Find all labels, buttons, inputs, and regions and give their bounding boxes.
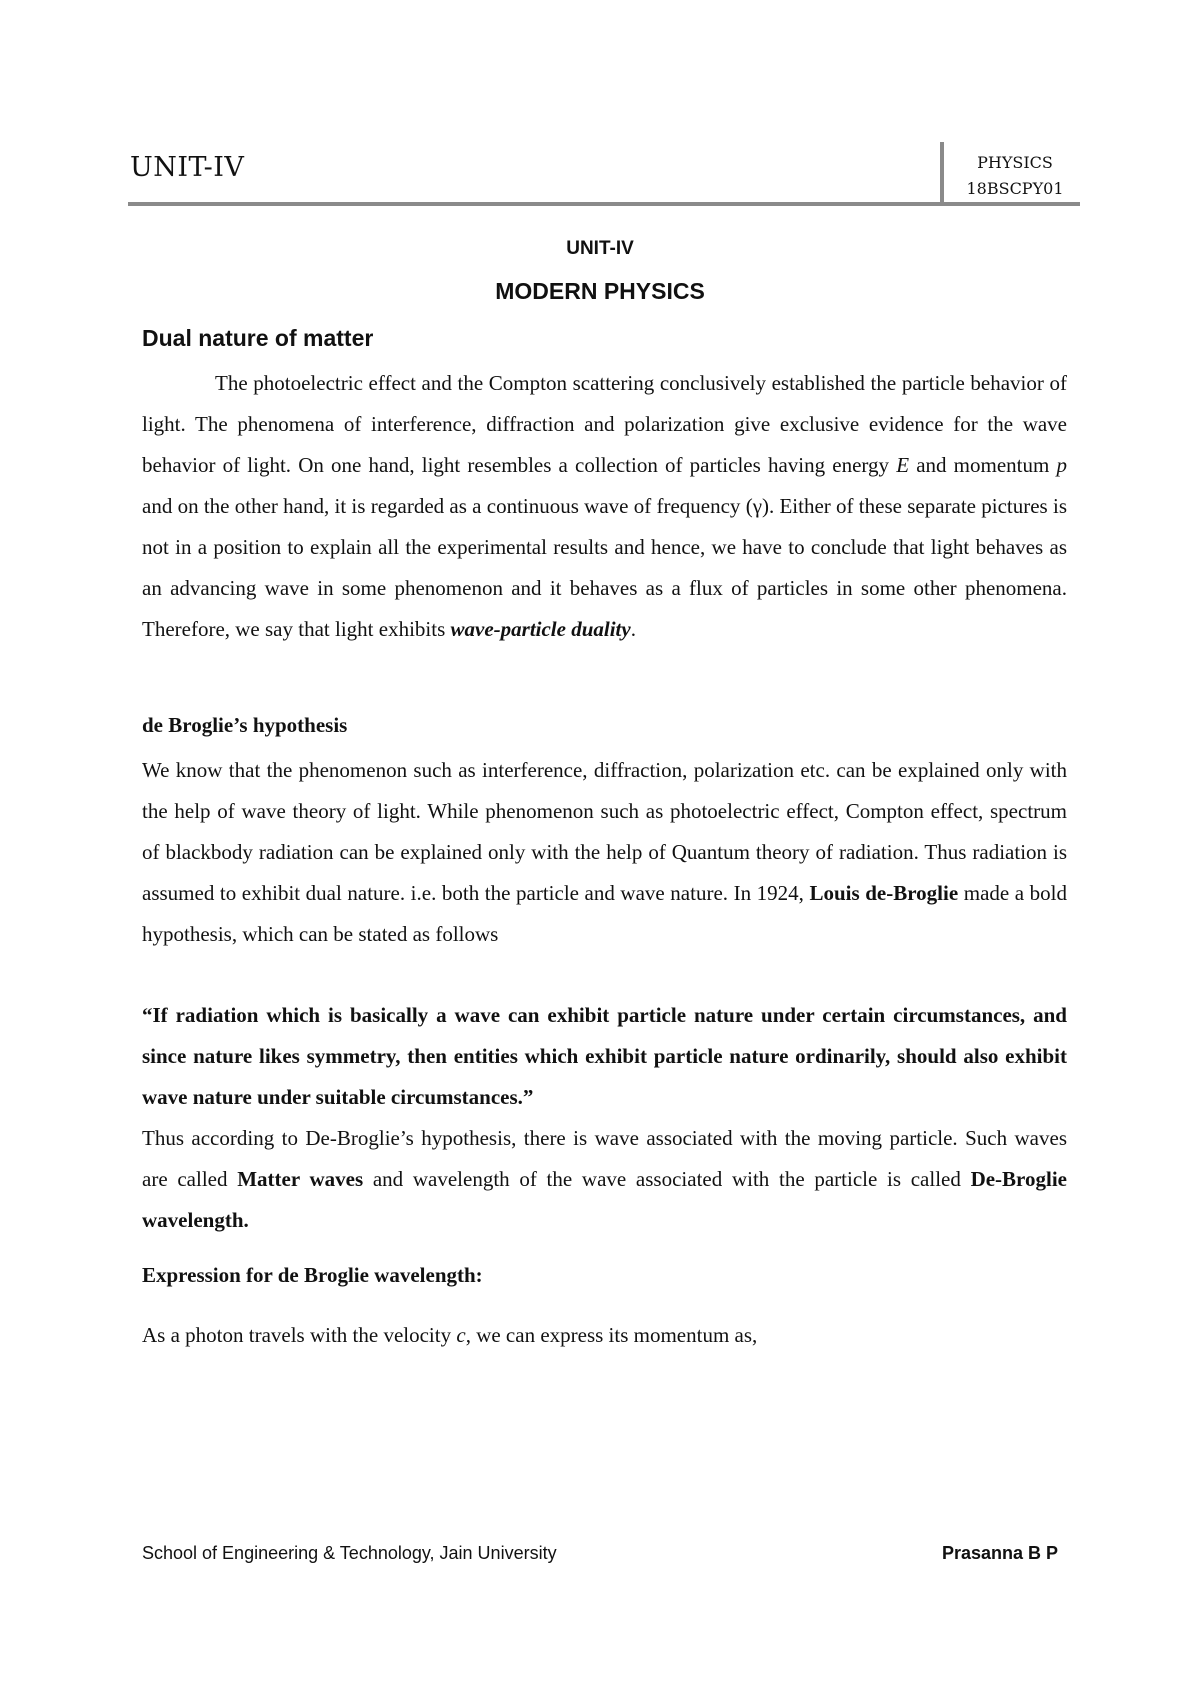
header-subject: PHYSICS <box>977 153 1053 172</box>
header-divider <box>940 142 944 202</box>
debroglie-heading: de Broglie’s hypothesis <box>142 713 348 737</box>
header-rule <box>128 202 1080 206</box>
intro-paragraph: The photoelectric effect and the Compton scattering conclusively established the particle behavior of light. The phenomena of interference, diffraction and polarization give exclusive evidence for the wave behavior of light. On one hand, light resembles a collection of particles having energy E and momentum p and on the other hand, it is regarded as a continuous wave of frequency (γ). Either of these separate pictures is not in a position to explain all the experimental results and hence, we have to conclude that light behaves as an advancing wave in some phenomenon and it behaves as a flux of particles in some other phenomena. Therefore, we say that light exhibits wave-particle duality. <box>142 371 1068 641</box>
section-heading: Dual nature of matter <box>142 325 374 351</box>
page-title: MODERN PHYSICS <box>495 278 705 304</box>
louis-debroglie-name: Louis de-Broglie <box>809 881 959 905</box>
header-unit-label: UNIT-IV <box>130 152 245 183</box>
matter-waves-term: Matter waves <box>237 1167 364 1191</box>
unit-title: UNIT-IV <box>566 238 634 259</box>
momentum-symbol: p <box>1056 453 1068 477</box>
footer-author: Prasanna B P <box>941 1543 1058 1563</box>
matter-waves-paragraph: Thus according to De-Broglie’s hypothesis, there is wave associated with the moving particle. Such waves are called Matter waves and wavelength of the wave associated with the particle is called De-Broglie wavelength. <box>142 1126 1067 1232</box>
hypothesis-quote: “If radiation which is basically a wave can exhibit particle nature under certain circumstances, and since nature likes symmetry, then entities which exhibit particle nature ordinarily, should also exhibit wave nature under suitable circumstances.” <box>142 1003 1067 1109</box>
header-course-block <box>955 150 1075 202</box>
wave-particle-duality-term: wave-particle duality <box>450 617 631 641</box>
debroglie-wavelength-term: De-Broglie wavelength. <box>142 1167 1067 1232</box>
footer-institution: School of Engineering & Technology, Jain University <box>142 1543 557 1563</box>
photon-momentum-paragraph: As a photon travels with the velocity c, we can express its momentum as, <box>142 1323 758 1347</box>
energy-symbol: E <box>896 453 910 477</box>
velocity-symbol: c <box>456 1323 466 1347</box>
debroglie-paragraph: We know that the phenomenon such as interference, diffraction, polarization etc. can be explained only with the help of wave theory of light. While phenomenon such as photoelectric effect, Compton effect, spectrum of blackbody radiation can be explained only with the help of Quantum theory of radiation. Thus radiation is assumed to exhibit dual nature. i.e. both the particle and wave nature. In 1924, Louis de-Broglie made a bold hypothesis, which can be stated as follows <box>142 758 1067 946</box>
expression-heading: Expression for de Broglie wavelength: <box>142 1263 483 1287</box>
header-course-code: 18BSCPY01 <box>966 179 1064 198</box>
